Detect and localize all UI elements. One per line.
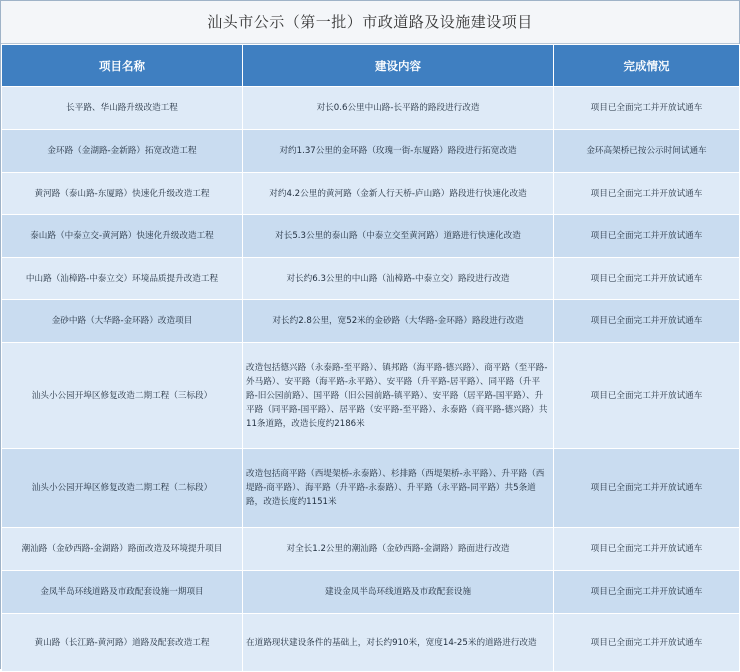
project-status: 项目已全面完工并开放试通车 (554, 87, 740, 130)
project-status: 项目已全面完工并开放试通车 (554, 528, 740, 571)
table-row (2, 173, 740, 215)
table-row (2, 87, 740, 130)
project-name: 潮汕路（金砂西路-金湖路）路面改造及环境提升项目 (2, 528, 243, 571)
project-name: 长平路、华山路升级改造工程 (2, 87, 243, 130)
project-name: 黄山路（长江路-黄河路）道路及配套改造工程 (2, 614, 243, 672)
project-status: 项目已全面完工并开放试通车 (554, 343, 740, 449)
table-row (2, 130, 740, 173)
table-row (2, 614, 740, 672)
header-content: 建设内容 (243, 45, 554, 87)
project-name: 黄河路（泰山路-东厦路）快速化升级改造工程 (2, 173, 243, 215)
page-title: 汕头市公示（第一批）市政道路及设施建设项目 (1, 1, 739, 44)
project-status: 项目已全面完工并开放试通车 (554, 215, 740, 258)
project-content: 对长0.6公里中山路-长平路的路段进行改造 (243, 87, 554, 130)
table-row (2, 528, 740, 571)
table-header-row (2, 45, 740, 87)
project-content: 对长约2.8公里，宽52米的金砂路（大华路-金环路）路段进行改造 (243, 300, 554, 343)
project-status: 项目已全面完工并开放试通车 (554, 571, 740, 614)
project-content: 对长5.3公里的泰山路（中泰立交至黄河路）道路进行快速化改造 (243, 215, 554, 258)
project-name: 金凤半岛环线道路及市政配套设施一期项目 (2, 571, 243, 614)
project-name: 汕头小公园开埠区修复改造二期工程（三标段） (2, 343, 243, 449)
project-content: 改造包括德兴路（永泰路-至平路）、镇邦路（海平路-德兴路）、商平路（至平路-外马路）、安平路（海平路-永平路）、安平路（升平路-居平路）、同平路（升平路-旧公园前路）、国平路（旧公园前路-镇平路）、安平路（居平路-国平路）、升平路（同平路-国平路）、居平路（安平路-至平路）、永泰路（商平路-德兴路）共11条道路，改造长度约2186米 (243, 343, 554, 449)
project-name: 金砂中路（大华路-金环路）改造项目 (2, 300, 243, 343)
header-status: 完成情况 (554, 45, 740, 87)
table-row (2, 449, 740, 528)
project-status: 项目已全面完工并开放试通车 (554, 258, 740, 300)
project-content: 对全长1.2公里的潮汕路（金砂西路-金湖路）路面进行改造 (243, 528, 554, 571)
project-name: 中山路（汕樟路-中泰立交）环境品质提升改造工程 (2, 258, 243, 300)
project-content: 对长约6.3公里的中山路（汕樟路-中泰立交）路段进行改造 (243, 258, 554, 300)
table-row (2, 215, 740, 258)
project-status: 项目已全面完工并开放试通车 (554, 614, 740, 672)
table-row (2, 571, 740, 614)
project-content: 对约1.37公里的金环路（玫瑰一街-东厦路）路段进行拓宽改造 (243, 130, 554, 173)
header-project-name: 项目名称 (2, 45, 243, 87)
project-content: 对约4.2公里的黄河路（金新人行天桥-庐山路）路段进行快速化改造 (243, 173, 554, 215)
project-content: 建设金凤半岛环线道路及市政配套设施 (243, 571, 554, 614)
project-name: 泰山路（中泰立交-黄河路）快速化升级改造工程 (2, 215, 243, 258)
project-name: 金环路（金湖路-金新路）拓宽改造工程 (2, 130, 243, 173)
project-content: 改造包括商平路（西堤架桥-永泰路）、杉排路（西堤架桥-永平路）、升平路（西堤路-商平路）、海平路（升平路-永泰路）、升平路（永平路-同平路）共5条道路，改造长度约1151米 (243, 449, 554, 528)
project-status: 项目已全面完工并开放试通车 (554, 173, 740, 215)
project-content: 在道路现状建设条件的基础上，对长约910米，宽度14-25米的道路进行改造 (243, 614, 554, 672)
project-status: 项目已全面完工并开放试通车 (554, 300, 740, 343)
project-table (1, 44, 740, 672)
project-status: 金环高架桥已按公示时间试通车 (554, 130, 740, 173)
table-row (2, 300, 740, 343)
project-name: 汕头小公园开埠区修复改造二期工程（二标段） (2, 449, 243, 528)
table-row (2, 258, 740, 300)
table-row (2, 343, 740, 449)
project-status: 项目已全面完工并开放试通车 (554, 449, 740, 528)
